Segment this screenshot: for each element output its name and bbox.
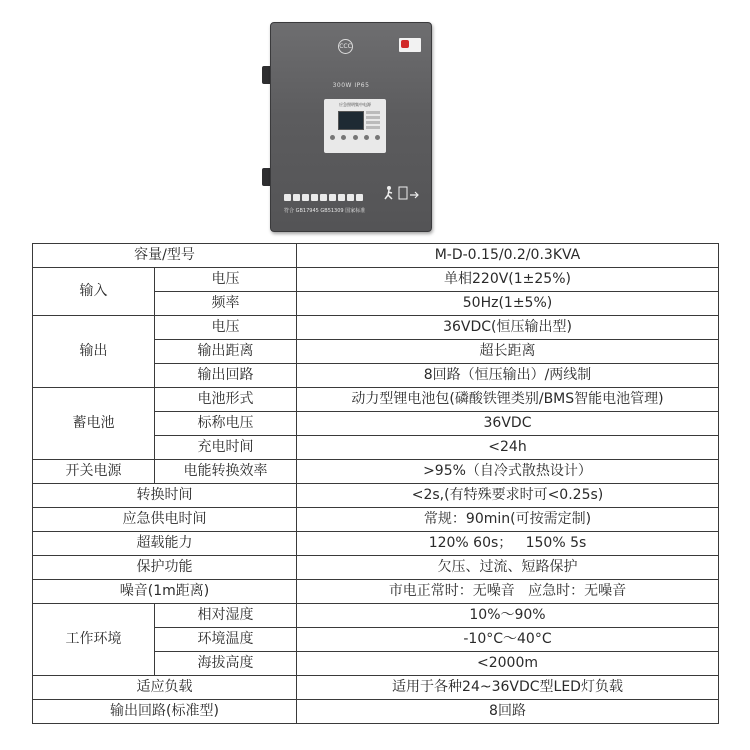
row-label: 标称电压 bbox=[155, 412, 297, 436]
group-label: 输入 bbox=[33, 268, 155, 316]
row-value: 10%～90% bbox=[297, 604, 719, 628]
lcd-display bbox=[338, 111, 364, 130]
control-panel bbox=[324, 99, 386, 153]
table-row bbox=[33, 676, 719, 700]
table-row bbox=[33, 532, 719, 556]
panel-keys bbox=[330, 135, 380, 141]
panel-title: 应急照明集中电源 bbox=[339, 102, 371, 107]
row-label: 电压 bbox=[155, 316, 297, 340]
row-label: 输出回路 bbox=[155, 364, 297, 388]
ccc-cert-mark: CCC bbox=[338, 39, 353, 54]
power-supply-cabinet bbox=[270, 22, 432, 232]
group-label: 开关电源 bbox=[33, 460, 155, 484]
row-label: 充电时间 bbox=[155, 436, 297, 460]
row-value: -10°C～40°C bbox=[297, 628, 719, 652]
table-row bbox=[33, 484, 719, 508]
row-label: 噪音(1m距离) bbox=[33, 580, 297, 604]
row-label: 应急供电时间 bbox=[33, 508, 297, 532]
brand-logo bbox=[399, 38, 421, 52]
group-label: 工作环境 bbox=[33, 604, 155, 676]
row-value: 欠压、过流、短路保护 bbox=[297, 556, 719, 580]
product-photo bbox=[262, 22, 434, 232]
row-value: 动力型锂电池包(磷酸铁锂类别/BMS智能电池管理) bbox=[297, 388, 719, 412]
table-row bbox=[33, 460, 719, 484]
table-row bbox=[33, 268, 719, 292]
table-row bbox=[33, 508, 719, 532]
row-value: >95%（自冷式散热设计） bbox=[297, 460, 719, 484]
table-row bbox=[33, 556, 719, 580]
group-label: 蓄电池 bbox=[33, 388, 155, 460]
table-row bbox=[33, 604, 719, 628]
row-value: M-D-0.15/0.2/0.3KVA bbox=[297, 244, 719, 268]
row-label: 频率 bbox=[155, 292, 297, 316]
row-label: 输出回路(标准型) bbox=[33, 700, 297, 724]
table-row bbox=[33, 244, 719, 268]
group-label: 输出 bbox=[33, 316, 155, 388]
row-value: 常规：90min(可按需定制) bbox=[297, 508, 719, 532]
row-label: 电能转换效率 bbox=[155, 460, 297, 484]
exit-sign-icon bbox=[383, 185, 421, 201]
table-row bbox=[33, 316, 719, 340]
row-label: 超载能力 bbox=[33, 532, 297, 556]
row-value: <2000m bbox=[297, 652, 719, 676]
table-row bbox=[33, 700, 719, 724]
row-value: 8回路（恒压输出）/两线制 bbox=[297, 364, 719, 388]
row-value: 超长距离 bbox=[297, 340, 719, 364]
row-value: 120% 60s； 150% 5s bbox=[297, 532, 719, 556]
row-value: <24h bbox=[297, 436, 719, 460]
table-row bbox=[33, 580, 719, 604]
row-label: 保护功能 bbox=[33, 556, 297, 580]
row-value: 8回路 bbox=[297, 700, 719, 724]
table-row bbox=[33, 388, 719, 412]
spec-table bbox=[32, 243, 719, 724]
row-label: 转换时间 bbox=[33, 484, 297, 508]
row-value: 市电正常时：无噪音 应急时：无噪音 bbox=[297, 580, 719, 604]
cabinet-model-label: 300W IP65 bbox=[332, 82, 370, 89]
row-value: 适用于各种24~36VDC型LED灯负载 bbox=[297, 676, 719, 700]
indicator-leds bbox=[366, 111, 380, 131]
function-icons bbox=[284, 194, 363, 201]
row-label: 容量/型号 bbox=[33, 244, 297, 268]
row-label: 相对湿度 bbox=[155, 604, 297, 628]
row-label: 环境温度 bbox=[155, 628, 297, 652]
standard-label: 符合 GB17945 GB51309 国家标准 bbox=[284, 208, 366, 214]
row-value: 50Hz(1±5%) bbox=[297, 292, 719, 316]
row-value: 单相220V(1±25%) bbox=[297, 268, 719, 292]
row-label: 电池形式 bbox=[155, 388, 297, 412]
row-value: 36VDC bbox=[297, 412, 719, 436]
row-label: 海拔高度 bbox=[155, 652, 297, 676]
row-label: 适应负载 bbox=[33, 676, 297, 700]
row-label: 电压 bbox=[155, 268, 297, 292]
row-label: 输出距离 bbox=[155, 340, 297, 364]
row-value: <2s,(有特殊要求时可<0.25s) bbox=[297, 484, 719, 508]
row-value: 36VDC(恒压输出型) bbox=[297, 316, 719, 340]
